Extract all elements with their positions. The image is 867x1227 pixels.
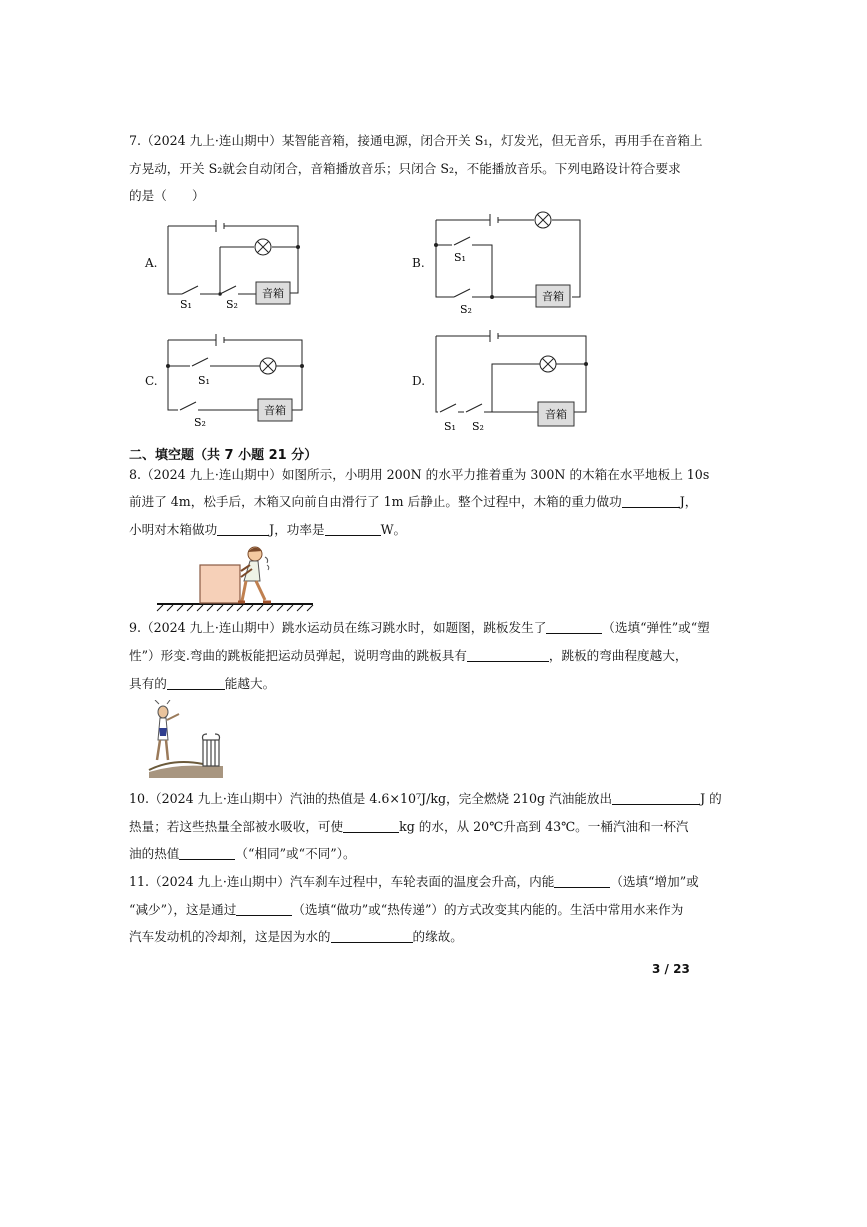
q11-line2: [129, 902, 683, 918]
q9-line3-tail: 能越大。: [224, 676, 276, 691]
q8-blank-3[interactable]: [325, 522, 381, 536]
option-c-label: C.: [145, 374, 158, 388]
q9-blank-2[interactable]: [467, 648, 549, 662]
q11-blank-1[interactable]: [554, 874, 610, 888]
option-b-label: B.: [412, 256, 425, 270]
option-d-label: D.: [412, 374, 426, 388]
q8-blank-1[interactable]: [622, 494, 680, 508]
q11-line1: [129, 874, 699, 890]
q8-line3-text: 小明对木箱做功: [129, 522, 218, 537]
diver-springboard-figure: [145, 700, 225, 780]
q11-line3-tail: 的缘故。: [412, 929, 463, 944]
option-a-label: A.: [145, 256, 158, 270]
option-a-speaker-box: 音箱: [262, 287, 284, 300]
q9-line2-tail: ，跳板的弯曲程度越大，: [548, 648, 688, 663]
q7-line1: 7.（2024 九上·连山期中）某智能音箱，接通电源，闭合开关 S₁，灯发光，但无音乐，再用手在音箱上: [129, 133, 703, 148]
q9-line3: [129, 676, 275, 692]
q11-line3-text: 汽车发动机的冷却剂，这是因为水的: [129, 929, 331, 944]
option-b-s1-label: S₁: [454, 251, 466, 264]
q9-line2: [129, 648, 687, 664]
option-c-s1-label: S₁: [198, 374, 210, 387]
option-c-speaker-box: 音箱: [264, 404, 286, 417]
option-b-s2-label: S₂: [460, 303, 472, 315]
page-number: 3 / 23: [652, 962, 690, 976]
q11-blank-2[interactable]: [236, 902, 292, 916]
q8-line3-mid: J，功率是: [269, 522, 325, 537]
q9-line1-hint: （选填“弹性”或“塑: [602, 620, 710, 635]
circuit-d-diagram: [430, 324, 595, 436]
q8-line3: [129, 522, 406, 538]
circuit-a-diagram: [160, 210, 310, 310]
option-d-s1-label: S₁: [444, 420, 456, 433]
q10-line2: [129, 819, 689, 835]
q8-line2-text: 前进了 4m，松手后，木箱又向前自由滑行了 1m 后静止。整个过程中，木箱的重力做功: [129, 494, 622, 509]
q10-blank-1[interactable]: [612, 791, 700, 805]
q10-line1-unit: J 的: [700, 791, 722, 806]
option-d-s2-label: S₂: [472, 420, 484, 433]
boy-pushing-box-figure: [155, 543, 320, 613]
q10-line3: [129, 846, 356, 862]
q10-line1-text: 10.（2024 九上·连山期中）汽油的热值是 4.6×10⁷J/kg，完全燃烧 210g 汽油能放出: [129, 791, 613, 806]
q11-line3: [129, 929, 463, 945]
q8-line2-unit: J，: [679, 494, 698, 509]
option-d-speaker-box: 音箱: [545, 408, 567, 421]
circuit-c-diagram: [160, 330, 310, 430]
q10-line1: [129, 791, 722, 807]
q11-line1-hint: （选填“增加”或: [610, 874, 699, 889]
q7-line2: 方晃动，开关 S₂就会自动闭合，音箱播放音乐；只闭合 S₂，不能播放音乐。下列电路设计符合要求: [129, 161, 681, 176]
option-a-s2-label: S₂: [226, 298, 238, 310]
q9-blank-1[interactable]: [546, 620, 602, 634]
q9-line3-text: 具有的: [129, 676, 167, 691]
q11-line2-tail: （选填“做功”或“热传递”）的方式改变其内能的。生活中常用水来作为: [292, 902, 684, 917]
q10-line2-tail: kg 的水，从 20℃升高到 43℃。一桶汽油和一杯汽: [399, 819, 689, 834]
q9-line2-text: 性”）形变.弯曲的跳板能把运动员弹起，说明弯曲的跳板具有: [129, 648, 467, 663]
q10-blank-2[interactable]: [343, 819, 399, 833]
q10-line2-text: 热量；若这些热量全部被水吸收，可使: [129, 819, 344, 834]
q9-line1-text: 9.（2024 九上·连山期中）跳水运动员在练习跳水时，如题图，跳板发生了: [129, 620, 547, 635]
q8-line1: 8.（2024 九上·连山期中）如图所示，小明用 200N 的水平力推着重为 300N 的木箱在水平地板上 10s: [129, 467, 710, 482]
q9-line1: [129, 620, 710, 636]
q11-line1-text: 11.（2024 九上·连山期中）汽车刹车过程中，车轮表面的温度会升高，内能: [129, 874, 555, 889]
q8-line3-unit: W。: [380, 522, 407, 537]
q10-blank-3[interactable]: [179, 846, 235, 860]
q7-line3: 的是（ ）: [129, 188, 205, 203]
q9-blank-3[interactable]: [167, 676, 225, 690]
q11-line2-text: “减少”），这是通过: [129, 902, 237, 917]
q10-line3-tail: （“相同”或“不同”）。: [235, 846, 356, 861]
q10-line3-text: 油的热值: [129, 846, 180, 861]
section-2-title: 二、填空题（共 7 小题 21 分）: [129, 448, 318, 463]
q11-blank-3[interactable]: [331, 929, 413, 943]
circuit-b-diagram: [430, 205, 590, 315]
option-b-speaker-box: 音箱: [542, 290, 564, 303]
q8-line2: [129, 494, 697, 510]
option-a-s1-label: S₁: [180, 298, 192, 310]
option-c-s2-label: S₂: [194, 416, 206, 429]
q8-blank-2[interactable]: [217, 522, 269, 536]
